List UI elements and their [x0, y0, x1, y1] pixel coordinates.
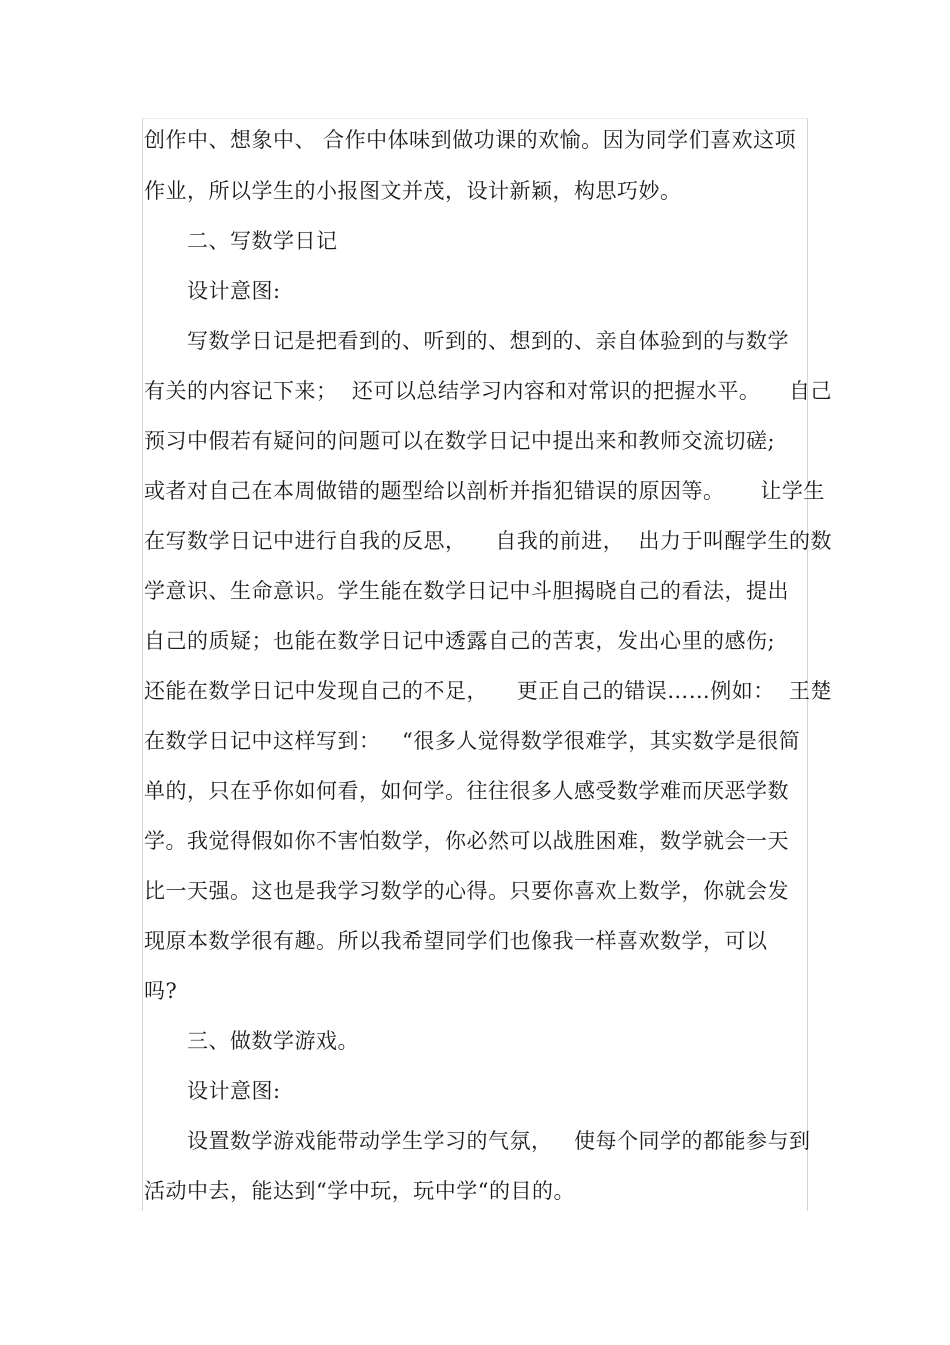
subheading: 设计意图:	[187, 1079, 281, 1103]
subheading: 设计意图:	[187, 279, 281, 303]
text-line: 学意识、生命意识。学生能在数学日记中斗胆揭晓自己的看法，提出	[144, 579, 789, 603]
section-heading: 二、写数学日记	[187, 229, 338, 253]
text-line: 活动中去，能达到“学中玩，玩中学“的目的。	[144, 1179, 575, 1203]
text-line: 现原本数学很有趣。所以我希望同学们也像我一样喜欢数学，可以	[144, 929, 768, 953]
text-line: 在写数学日记中进行自我的反思， 自我的前进， 出力于叫醒学生的数	[144, 529, 833, 553]
text-line: 学。我觉得假如你不害怕数学，你必然可以战胜困难，数学就会一天	[144, 829, 789, 853]
text-line: 或者对自己在本周做错的题型给以剖析并指犯错误的原因等。 让学生	[144, 479, 825, 503]
text-line: 比一天强。这也是我学习数学的心得。只要你喜欢上数学，你就会发	[144, 879, 789, 903]
text-line: 作业，所以学生的小报图文并茂，设计新颖，构思巧妙。	[144, 179, 682, 203]
text-line: 还能在数学日记中发现自己的不足， 更正自己的错误……例如： 王楚	[144, 679, 833, 703]
text-line: 有关的内容记下来； 还可以总结学习内容和对常识的把握水平。 自己	[144, 379, 833, 403]
text-line: 单的，只在乎你如何看，如何学。往往很多人感受数学难而厌恶学数	[144, 779, 789, 803]
text-line: 设置数学游戏能带动学生学习的气氛， 使每个同学的都能参与到	[187, 1129, 811, 1153]
text-line: 预习中假若有疑问的问题可以在数学日记中提出来和教师交流切磋;	[144, 429, 776, 453]
text-line: 自己的质疑；也能在数学日记中透露自己的苦衷，发出心里的感伤;	[144, 629, 776, 653]
text-line: 吗?	[144, 979, 178, 1003]
text-line: 写数学日记是把看到的、听到的、想到的、亲自体验到的与数学	[187, 329, 789, 353]
text-line: 创作中、想象中、 合作中体味到做功课的欢愉。因为同学们喜欢这项	[144, 128, 797, 152]
section-heading: 三、做数学游戏。	[187, 1029, 359, 1053]
text-line: 在数学日记中这样写到： “很多人觉得数学很难学，其实数学是很简	[144, 729, 801, 753]
